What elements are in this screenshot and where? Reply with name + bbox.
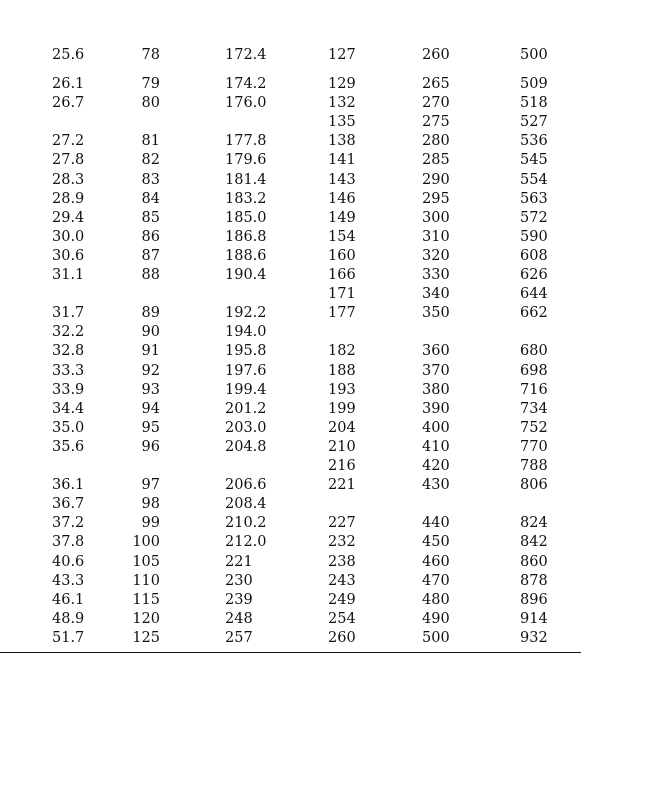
table-cell: 30.6: [52, 247, 85, 264]
table-cell: 197.6: [225, 362, 267, 379]
table-cell: 141: [328, 152, 356, 169]
table-cell: 120: [132, 610, 160, 627]
table-cell: 280: [422, 133, 450, 150]
table-cell: 154: [328, 228, 356, 245]
table-cell: 183.2: [225, 190, 267, 207]
table-cell: 146: [328, 190, 356, 207]
table-cell: 914: [520, 610, 548, 627]
table-cell: 177.8: [225, 133, 267, 150]
table-cell: 249: [328, 591, 356, 608]
table-cell: 243: [328, 572, 356, 589]
table-cell: 230: [225, 572, 253, 589]
table-cell: 265: [422, 76, 450, 92]
table-cell: 166: [328, 267, 356, 283]
table-cell: 88: [141, 267, 160, 283]
table-cell: 203.0: [225, 419, 267, 436]
table-cell: 232: [328, 534, 356, 551]
table-cell: 208.4: [225, 496, 267, 513]
table-cell: 171: [328, 286, 356, 303]
table-cell: 28.3: [52, 171, 85, 188]
table-cell: 97: [141, 477, 160, 494]
table-cell: 25.6: [52, 47, 85, 63]
table-cell: 680: [520, 343, 548, 360]
table-cell: 527: [520, 114, 548, 131]
table-cell: 270: [422, 95, 450, 112]
table-cell: 752: [520, 419, 548, 436]
table-cell: 206.6: [225, 477, 267, 494]
table-cell: 174.2: [225, 76, 267, 92]
table-cell: 85: [141, 209, 160, 226]
table-cell: 260: [328, 629, 356, 646]
table-cell: 37.2: [52, 515, 85, 532]
table-cell: 554: [520, 171, 548, 188]
table-cell: 99: [141, 515, 160, 532]
table-cell: 210: [328, 438, 356, 455]
table-cell: 36.7: [52, 496, 85, 513]
table-cell: 177: [328, 305, 356, 322]
table-cell: 716: [520, 381, 548, 398]
table-cell: 470: [422, 572, 450, 589]
table-cell: 86: [141, 228, 160, 245]
table-cell: 626: [520, 267, 548, 283]
table-cell: 360: [422, 343, 450, 360]
table-cell: 81: [141, 133, 160, 150]
table-cell: 460: [422, 553, 450, 570]
table-cell: 32.2: [52, 324, 85, 341]
table-cell: 98: [141, 496, 160, 513]
table-cell: 35.0: [52, 419, 85, 436]
table-cell: 370: [422, 362, 450, 379]
table-cell: 181.4: [225, 171, 267, 188]
table-cell: 572: [520, 209, 548, 226]
table-cell: 43.3: [52, 572, 85, 589]
table-cell: 30.0: [52, 228, 85, 245]
table-cell: 127: [328, 47, 356, 63]
table-cell: 79: [141, 76, 160, 92]
table-cell: 46.1: [52, 591, 85, 608]
table-cell: 96: [141, 438, 160, 455]
table-cell: 199.4: [225, 381, 267, 398]
table-cell: 896: [520, 591, 548, 608]
table-cell: 734: [520, 400, 548, 417]
table-cell: 110: [132, 572, 160, 589]
table-cell: 221: [328, 477, 356, 494]
table-cell: 500: [520, 47, 548, 63]
table-cell: 545: [520, 152, 548, 169]
table-cell: 878: [520, 572, 548, 589]
table-cell: 350: [422, 305, 450, 322]
table-cell: 138: [328, 133, 356, 150]
table-cell: 34.4: [52, 400, 85, 417]
table-cell: 204.8: [225, 438, 267, 455]
table-cell: 290: [422, 171, 450, 188]
table-cell: 29.4: [52, 209, 85, 226]
table-cell: 212.0: [225, 534, 267, 551]
table-cell: 390: [422, 400, 450, 417]
table-cell: 105: [132, 553, 160, 570]
table-cell: 115: [132, 591, 160, 608]
table-cell: 500: [422, 629, 450, 646]
table-cell: 48.9: [52, 610, 85, 627]
table-cell: 125: [132, 629, 160, 646]
table-cell: 536: [520, 133, 548, 150]
table-cell: 27.8: [52, 152, 85, 169]
table-cell: 100: [132, 534, 160, 551]
table-cell: 94: [141, 400, 160, 417]
table-cell: 188: [328, 362, 356, 379]
table-cell: 31.7: [52, 305, 85, 322]
table-cell: 285: [422, 152, 450, 169]
table-cell: 450: [422, 534, 450, 551]
table-cell: 275: [422, 114, 450, 131]
table-cell: 160: [328, 247, 356, 264]
table-cell: 842: [520, 534, 548, 551]
table-cell: 188.6: [225, 247, 267, 264]
table-cell: 254: [328, 610, 356, 627]
table-cell: 135: [328, 114, 356, 131]
table-cell: 28.9: [52, 190, 85, 207]
table-cell: 238: [328, 553, 356, 570]
table-cell: 37.8: [52, 534, 85, 551]
table-cell: 35.6: [52, 438, 85, 455]
table-cell: 33.3: [52, 362, 85, 379]
table-cell: 340: [422, 286, 450, 303]
table-cell: 149: [328, 209, 356, 226]
table-cell: 300: [422, 209, 450, 226]
table-cell: 310: [422, 228, 450, 245]
table-cell: 644: [520, 286, 548, 303]
table-cell: 92: [141, 362, 160, 379]
table-cell: 194.0: [225, 324, 267, 341]
table-cell: 32.8: [52, 343, 85, 360]
table-cell: 192.2: [225, 305, 267, 322]
table-cell: 932: [520, 629, 548, 646]
table-cell: 221: [225, 553, 253, 570]
table-cell: 806: [520, 477, 548, 494]
table-cell: 420: [422, 458, 450, 474]
table-cell: 93: [141, 381, 160, 398]
table-cell: 518: [520, 95, 548, 112]
table-cell: 480: [422, 591, 450, 608]
table-cell: 770: [520, 438, 548, 455]
table-cell: 36.1: [52, 477, 85, 494]
table-cell: 176.0: [225, 95, 267, 112]
table-cell: 608: [520, 247, 548, 264]
table-cell: 320: [422, 247, 450, 264]
table-cell: 824: [520, 515, 548, 532]
table-cell: 201.2: [225, 400, 267, 417]
table-cell: 260: [422, 47, 450, 63]
table-cell: 216: [328, 458, 356, 474]
table-cell: 860: [520, 553, 548, 570]
table-cell: 95: [141, 419, 160, 436]
table-cell: 410: [422, 438, 450, 455]
table-cell: 257: [225, 629, 253, 646]
table-cell: 239: [225, 591, 253, 608]
table-cell: 90: [141, 324, 160, 341]
table-cell: 380: [422, 381, 450, 398]
table-cell: 190.4: [225, 267, 267, 283]
table-cell: 80: [141, 95, 160, 112]
table-cell: 698: [520, 362, 548, 379]
table-cell: 440: [422, 515, 450, 532]
table-cell: 33.9: [52, 381, 85, 398]
table-cell: 295: [422, 190, 450, 207]
table-cell: 227: [328, 515, 356, 532]
table-cell: 204: [328, 419, 356, 436]
table-cell: 662: [520, 305, 548, 322]
table-cell: 186.8: [225, 228, 267, 245]
table-cell: 143: [328, 171, 356, 188]
table-cell: 82: [141, 152, 160, 169]
table-cell: 195.8: [225, 343, 267, 360]
table-cell: 129: [328, 76, 356, 92]
table-cell: 199: [328, 400, 356, 417]
table-cell: 509: [520, 76, 548, 92]
table-cell: 788: [520, 458, 548, 474]
table-cell: 78: [141, 47, 160, 63]
table-cell: 182: [328, 343, 356, 360]
table-cell: 31.1: [52, 267, 85, 283]
table-cell: 89: [141, 305, 160, 322]
table-cell: 83: [141, 171, 160, 188]
table-cell: 84: [141, 190, 160, 207]
table-cell: 430: [422, 477, 450, 494]
table-cell: 400: [422, 419, 450, 436]
table-cell: 210.2: [225, 515, 267, 532]
table-cell: 27.2: [52, 133, 85, 150]
table-cell: 185.0: [225, 209, 267, 226]
table-cell: 248: [225, 610, 253, 627]
table-cell: 26.1: [52, 76, 85, 92]
table-cell: 132: [328, 95, 356, 112]
table-cell: 330: [422, 267, 450, 283]
table-cell: 40.6: [52, 553, 85, 570]
table-cell: 51.7: [52, 629, 85, 646]
table-cell: 26.7: [52, 95, 85, 112]
table-cell: 91: [141, 343, 160, 360]
table-cell: 590: [520, 228, 548, 245]
table-cell: 172.4: [225, 47, 267, 63]
table-bottom-rule: [0, 652, 581, 653]
table-cell: 193: [328, 381, 356, 398]
table-cell: 87: [141, 247, 160, 264]
table-cell: 179.6: [225, 152, 267, 169]
table-cell: 490: [422, 610, 450, 627]
table-cell: 563: [520, 190, 548, 207]
